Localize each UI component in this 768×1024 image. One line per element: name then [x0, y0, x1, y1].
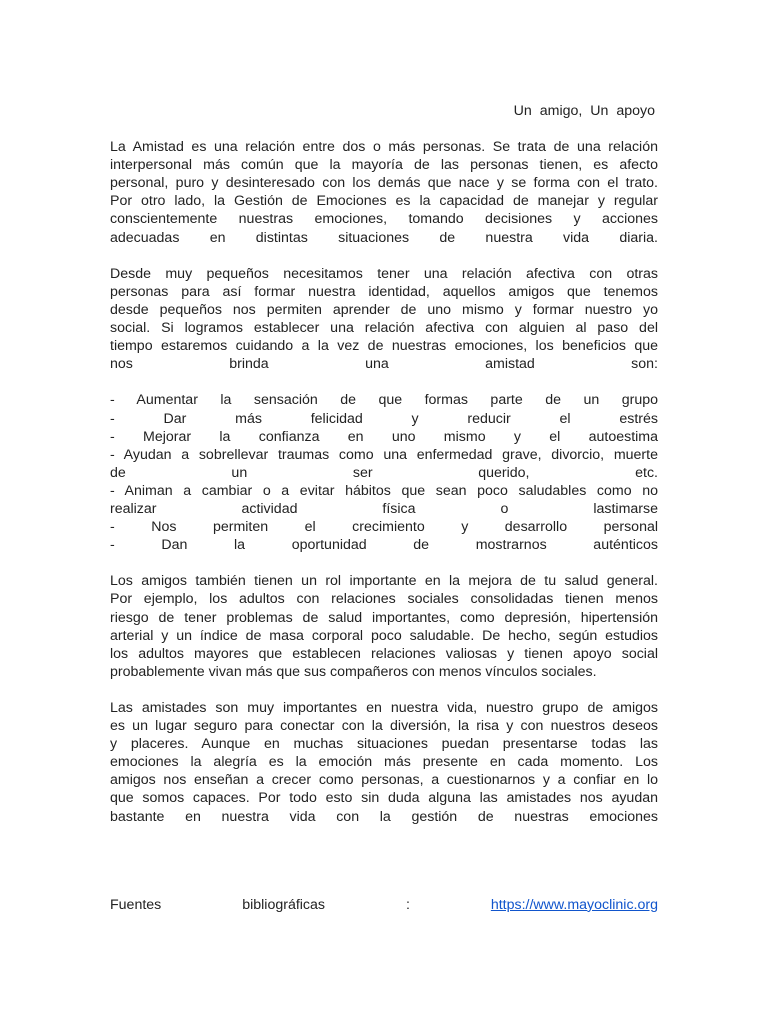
sources-word: bibliográficas: [242, 896, 326, 913]
list-item: - Dan la oportunidad de mostrarnos auténticos: [110, 537, 658, 554]
list-item: - Aumentar la sensación de que formas parte de un grupo: [110, 392, 658, 409]
text-line: arterial y un índice de masa corporal poco saludable. De hecho, según estudios: [110, 627, 658, 644]
sources-line: [110, 896, 658, 914]
list-item: - Ayudan a sobrellevar traumas como una enfermedad grave, divorcio, muerte: [110, 446, 658, 463]
text-line: Las amistades son muy importantes en nuestra vida, nuestro grupo de amigos: [110, 700, 658, 716]
text-line: La Amistad es una relación entre dos o más personas. Se trata de una relación: [110, 139, 658, 156]
text-line: tiempo estaremos cuidando a la vez de nuestras emociones, los beneficios que: [110, 338, 658, 355]
paragraph-affective-relationship: [110, 265, 658, 374]
sources-link[interactable]: https://www.mayoclinic.org: [490, 896, 658, 913]
text-line: que somos capaces. Por todo esto sin duda alguna las amistades nos ayudan: [110, 790, 658, 807]
sources-colon: :: [405, 896, 410, 913]
text-line: Por ejemplo, los adultos con relaciones sociales consolidadas tienen menos: [110, 591, 658, 608]
list-item: - Dar más felicidad y reducir el estrés: [110, 410, 658, 427]
text-line: nos brinda una amistad son:: [110, 356, 658, 373]
sources-label: Fuentes: [110, 896, 162, 913]
text-line: conscientemente nuestras emociones, tomando decisiones y acciones: [110, 211, 658, 228]
text-line: los adultos mayores que establecen relaciones valiosas y tienen apoyo social: [110, 645, 658, 662]
text-line: adecuadas en distintas situaciones de nuestra vida diaria.: [110, 229, 658, 246]
paragraph-friendship-definition: [110, 138, 658, 247]
document-title: Un amigo, Un apoyo: [513, 103, 655, 119]
text-line: riesgo de tener problemas de salud importantes, como depresión, hipertensión: [110, 609, 658, 626]
text-line: Desde muy pequeños necesitamos tener una relación afectiva con otras: [110, 265, 658, 282]
spacer: [110, 844, 658, 880]
list-item: - Mejorar la confianza en uno mismo y el autoestima: [110, 428, 658, 445]
list-item: realizar actividad física o lastimarse: [110, 500, 658, 517]
text-line: probablemente vivan más que sus compañeros con menos vínculos sociales.: [110, 663, 597, 680]
text-line: social. Si logramos establecer una relación afectiva con alguien al paso del: [110, 320, 658, 337]
text-line: interpersonal más común que la mayoría de las personas tienen, es afecto: [110, 157, 658, 174]
text-line: desde pequeños nos permiten aprender de uno mismo y formar nuestro yo: [110, 301, 658, 318]
text-line: Los amigos también tienen un rol importante en la mejora de tu salud general.: [110, 573, 658, 590]
text-line: y placeres. Aunque en muchas situaciones puedan presentarse todas las: [110, 736, 658, 753]
text-line: personal, puro y desinteresado con los demás que nace y se forma con el trato.: [110, 175, 658, 192]
paragraph-health: [110, 572, 658, 681]
list-item: de un ser querido, etc.: [110, 464, 658, 481]
benefits-list: [110, 391, 658, 554]
text-line: personas para así formar nuestra identidad, aquellos amigos que tenemos: [110, 283, 658, 300]
text-line: amigos nos enseñan a crecer como personas, a cuestionarnos y a confiar en lo: [110, 772, 658, 789]
list-item: - Animan a cambiar o a evitar hábitos que sean poco saludables como no: [110, 482, 658, 499]
text-line: emociones la alegría es la emoción más presente en cada momento. Los: [110, 754, 658, 771]
text-line: Por otro lado, la Gestión de Emociones es la capacidad de manejar y regular: [110, 193, 658, 210]
paragraph-friendships-importance: [110, 699, 658, 826]
list-item: - Nos permiten el crecimiento y desarrollo personal: [110, 519, 658, 536]
text-line: bastante en nuestra vida con la gestión de nuestras emociones: [110, 808, 658, 825]
text-line: es un lugar seguro para conectar con la diversión, la risa y con nuestros deseos: [110, 718, 658, 735]
